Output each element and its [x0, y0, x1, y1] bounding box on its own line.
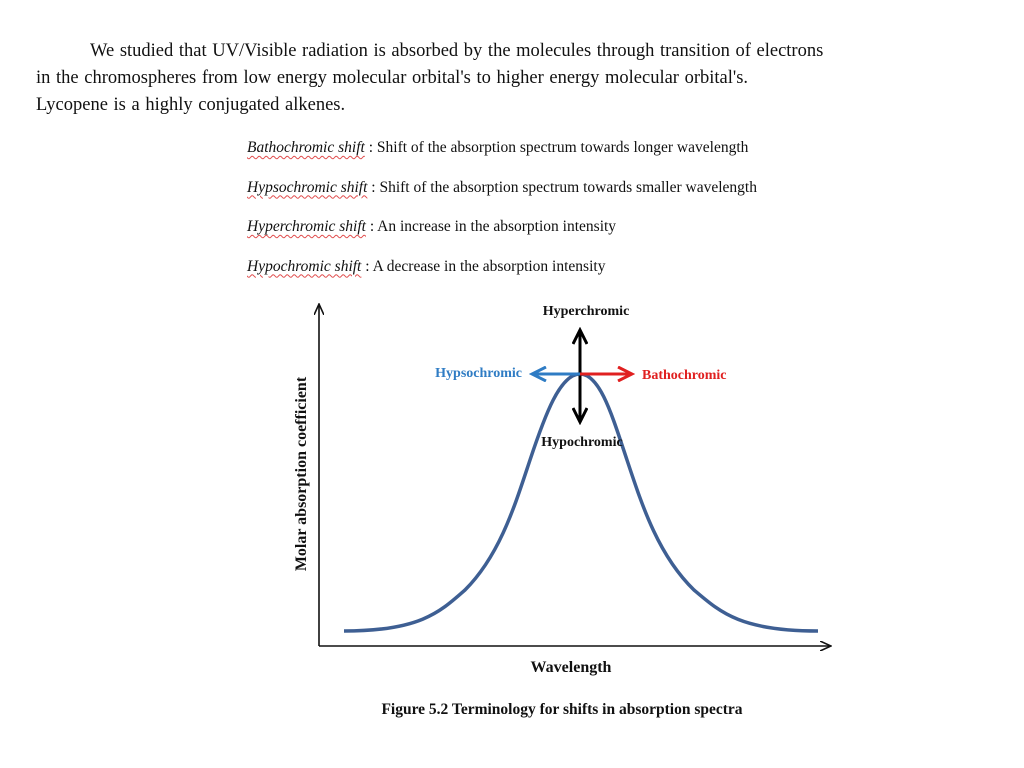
definition-separator: :: [361, 257, 373, 275]
absorption-shift-diagram: [0, 290, 1024, 690]
hypsochromic-label: Hypsochromic: [435, 366, 522, 381]
hypochromic-label: Hypochromic: [541, 435, 623, 450]
paragraph-line-3: Lycopene is a highly conjugated alkenes.: [36, 95, 346, 115]
definition-hyperchromic: [247, 217, 757, 257]
y-axis-label: Molar absorption coefficient: [293, 376, 310, 572]
paragraph-line-2: in the chromospheres from low energy molecular orbital's to higher energy molecular orbital's.: [36, 68, 749, 88]
definition-separator: :: [365, 218, 378, 235]
definition-text: A decrease in the absorption intensity: [372, 257, 606, 275]
figure-caption: Figure 5.2 Terminology for shifts in absorption spectra: [381, 701, 743, 718]
x-axis-label: Wavelength: [530, 659, 612, 676]
definition-text: Shift of the absorption spectrum towards longer wavelength: [376, 139, 749, 156]
definition-list: [247, 138, 757, 296]
definition-term: Hypochromic shift: [247, 257, 362, 275]
definition-separator: :: [364, 139, 377, 156]
definition-bathochromic: [247, 138, 757, 178]
definition-separator: :: [367, 178, 380, 196]
intro-paragraph: [36, 38, 988, 119]
definition-text: Shift of the absorption spectrum towards smaller wavelength: [379, 178, 757, 196]
paragraph-line-1: We studied that UV/Visible radiation is absorbed by the molecules through transition of electrons: [90, 41, 824, 61]
definition-term: Hyperchromic shift: [247, 218, 366, 235]
bathochromic-label: Bathochromic: [642, 368, 727, 383]
definition-text: An increase in the absorption intensity: [377, 218, 617, 235]
definition-term: Hypsochromic shift: [247, 178, 368, 196]
hyperchromic-label: Hyperchromic: [542, 304, 630, 319]
definition-hypsochromic: [247, 178, 757, 218]
definition-term: Bathochromic shift: [247, 139, 365, 156]
